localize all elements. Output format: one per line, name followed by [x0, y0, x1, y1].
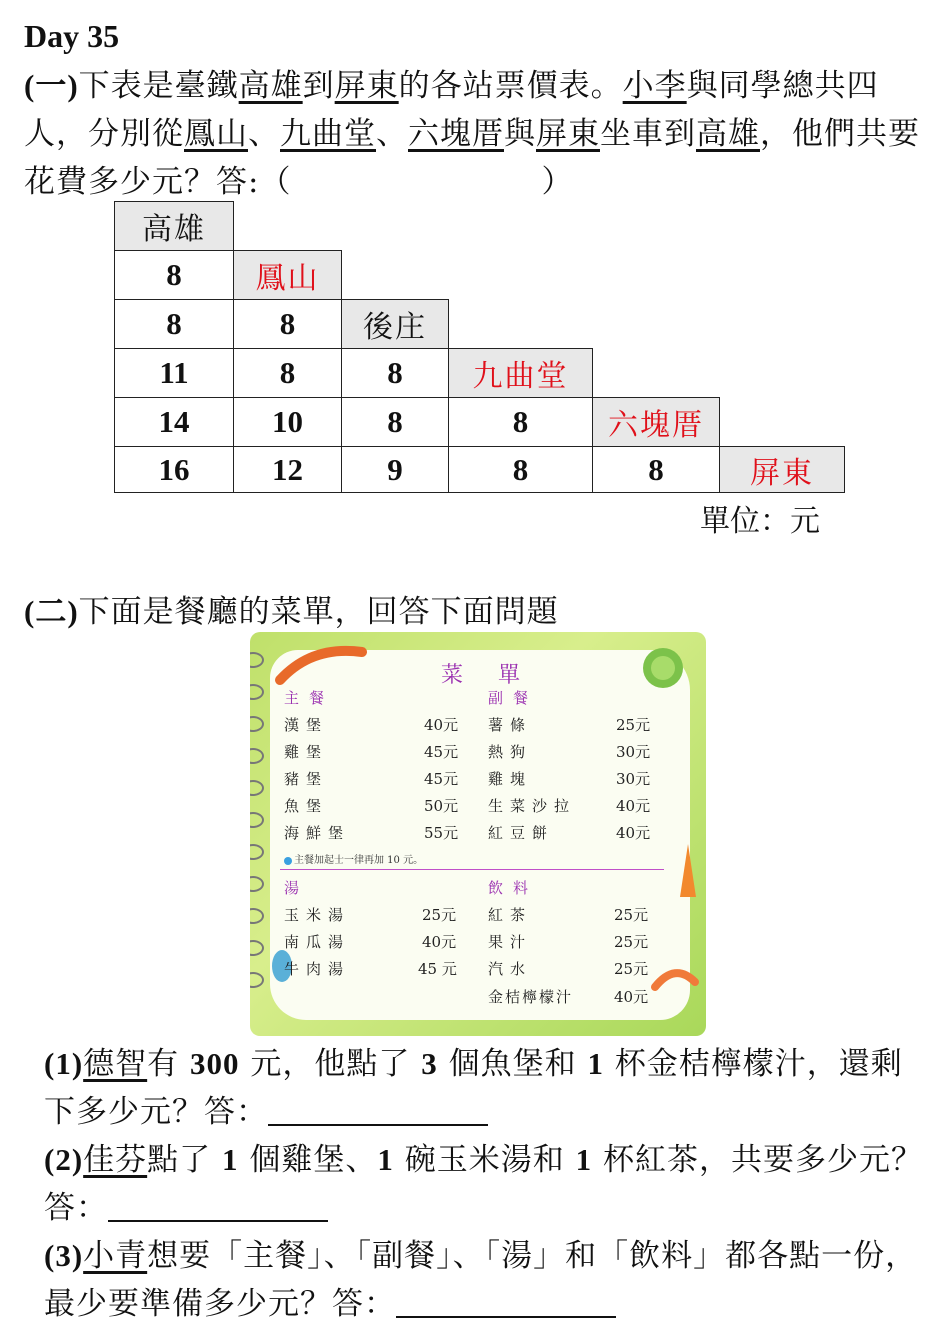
fare-cell: 8 — [233, 348, 342, 398]
ring-icon — [250, 844, 264, 860]
menu-item: 雞塊 — [488, 770, 533, 788]
menu-price: 30元 — [616, 743, 651, 761]
fare-cell: 12 — [233, 446, 342, 493]
menu-item: 生菜沙拉 — [488, 797, 577, 815]
ring-icon — [250, 812, 264, 828]
ring-icon — [250, 716, 264, 732]
menu-title: 菜 單 — [441, 663, 534, 688]
fare-cell: 8 — [341, 397, 449, 447]
ring-icon — [250, 876, 264, 892]
fare-cell: 16 — [114, 446, 234, 493]
menu-item: 汽水 — [488, 960, 533, 978]
station-fengshan: 鳳山 — [233, 250, 342, 300]
menu-price: 25元 — [614, 933, 649, 951]
menu-header-drink: 飲料 — [488, 879, 539, 897]
day-heading: Day 35 — [24, 18, 120, 54]
carrot-icon — [676, 842, 700, 902]
ring-icon — [250, 684, 264, 700]
answer-blank-2[interactable] — [108, 1190, 328, 1222]
menu-price: 40元 — [614, 988, 649, 1006]
menu-price: 25元 — [614, 960, 649, 978]
menu-price: 40元 — [616, 797, 651, 815]
station-houzhuang: 後庄 — [341, 299, 449, 349]
fare-cell: 9 — [341, 446, 449, 493]
answer-blank-3[interactable] — [396, 1286, 616, 1318]
ring-icon — [250, 972, 264, 988]
menu-item: 牛肉湯 — [284, 960, 351, 978]
answer-paren-close: ） — [541, 164, 574, 200]
menu-item: 雞堡 — [284, 743, 329, 761]
menu-price: 25元 — [616, 716, 651, 734]
menu-price: 45元 — [424, 770, 459, 788]
menu-price: 30元 — [616, 770, 651, 788]
fare-cell: 8 — [592, 446, 720, 493]
menu-price: 40元 — [424, 716, 459, 734]
question-2-title: (二)下面是餐廳的菜單，回答下面問題 — [24, 594, 559, 630]
menu-price: 40元 — [422, 933, 457, 951]
answer-blank-1[interactable] — [268, 1094, 488, 1126]
menu-item: 魚堡 — [284, 797, 329, 815]
menu-item: 漢堡 — [284, 716, 329, 734]
menu-price: 25元 — [614, 906, 649, 924]
cheese-note: 主餐加起士一律再加 10 元。 — [284, 851, 423, 866]
ring-icon — [250, 780, 264, 796]
ring-icon — [250, 908, 264, 924]
station-liukuaicuo: 六塊厝 — [592, 397, 720, 447]
menu-item: 薯條 — [488, 716, 533, 734]
answer-paren-open: （ — [259, 164, 292, 200]
menu-header-main: 主餐 — [284, 689, 335, 707]
shrimp-icon — [650, 962, 700, 998]
fare-cell: 8 — [448, 446, 593, 493]
fare-cell: 8 — [233, 299, 342, 349]
station-kaohsiung: 高雄 — [114, 201, 234, 251]
sub-question-1: (1)德智有 300 元，他點了 3 個魚堡和 1 杯金桔檸檬汁，還剩下多少元？答： — [44, 1046, 903, 1130]
fare-cell: 11 — [114, 348, 234, 398]
menu-item: 果汁 — [488, 933, 533, 951]
fare-cell: 8 — [448, 397, 593, 447]
menu-divider — [280, 869, 664, 870]
menu-price: 45元 — [424, 743, 459, 761]
menu-price: 50元 — [424, 797, 459, 815]
fare-cell: 8 — [114, 250, 234, 300]
menu-item: 玉米湯 — [284, 906, 351, 924]
menu-item: 金桔檸檬汁 — [488, 988, 574, 1006]
sub-question-2: (2)佳芬點了 1 個雞堡、1 碗玉米湯和 1 杯紅茶，共要多少元？答： — [44, 1142, 923, 1226]
menu-price: 25元 — [422, 906, 457, 924]
info-dot-icon — [284, 857, 292, 865]
fare-cell: 8 — [341, 348, 449, 398]
ring-icon — [250, 652, 264, 668]
ring-icon — [250, 748, 264, 764]
menu-item: 海鮮堡 — [284, 824, 351, 842]
menu-item: 熱狗 — [488, 743, 533, 761]
menu-item: 紅豆餅 — [488, 824, 555, 842]
cabbage-icon — [635, 642, 691, 692]
unit-label: 單位：元 — [700, 504, 820, 539]
question-1-text: (一)下表是臺鐵高雄到屏東的各站票價表。小李與同學總共四人，分別從鳳山、九曲堂、六塊厝與屏東坐車到高雄，他們共要花費多少元？答:（ ） — [24, 68, 920, 200]
binder-rings — [250, 652, 266, 1012]
sausage-icon — [272, 640, 372, 690]
fare-cell: 14 — [114, 397, 234, 447]
menu-item: 南瓜湯 — [284, 933, 351, 951]
menu-price: 55元 — [424, 824, 459, 842]
menu-item: 豬堡 — [284, 770, 329, 788]
menu-price: 45 元 — [418, 960, 457, 978]
menu-price: 40元 — [616, 824, 651, 842]
menu-header-side: 副餐 — [488, 689, 539, 707]
menu-header-soup: 湯 — [284, 879, 310, 897]
station-pingtung: 屏東 — [719, 446, 845, 493]
ring-icon — [250, 940, 264, 956]
station-jiuqutang: 九曲堂 — [448, 348, 593, 398]
fare-cell: 8 — [114, 299, 234, 349]
menu-item: 紅茶 — [488, 906, 533, 924]
fare-cell: 10 — [233, 397, 342, 447]
sub-question-3: (3)小青想要「主餐」、「副餐」、「湯」和「飲料」都各點一份，最少要準備多少元？答： — [44, 1238, 918, 1322]
